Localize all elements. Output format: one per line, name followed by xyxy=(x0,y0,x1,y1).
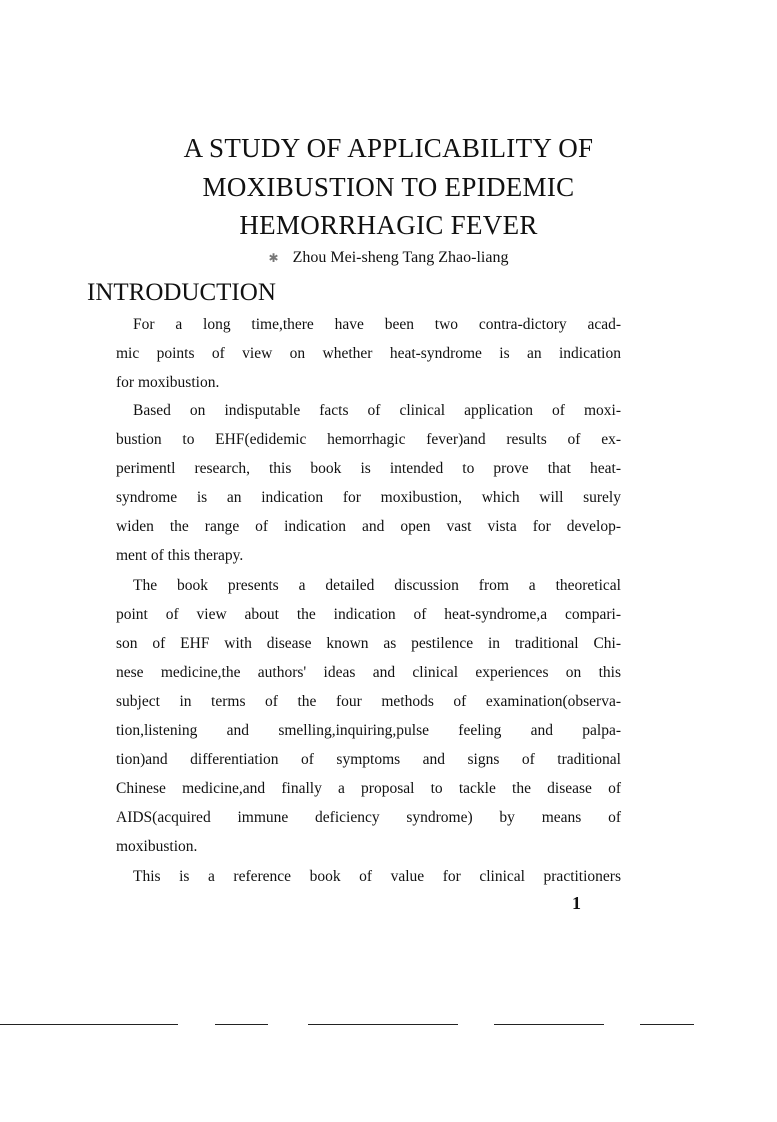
paragraph-line: Chinese medicine,and finally a proposal to tackle the disease of xyxy=(116,780,621,797)
divider xyxy=(215,1024,268,1025)
paragraph-line: Based on indisputable facts of clinical application of moxi- xyxy=(133,402,621,419)
divider xyxy=(308,1024,458,1025)
paragraph-line: subject in terms of the four methods of examination(observa- xyxy=(116,693,621,710)
paragraph-line: AIDS(acquired immune deficiency syndrome) by means of xyxy=(116,809,621,826)
scan-mark-icon: ✱ xyxy=(268,251,279,265)
divider xyxy=(494,1024,604,1025)
divider xyxy=(640,1024,694,1025)
paragraph-line: perimentl research, this book is intended to prove that heat- xyxy=(116,460,621,477)
title-line-1: A STUDY OF APPLICABILITY OF xyxy=(183,133,594,163)
paragraph-line: son of EHF with disease known as pestilence in traditional Chi- xyxy=(116,635,621,652)
paragraph-line: syndrome is an indication for moxibustion, which will surely xyxy=(116,489,621,506)
page-number: 1 xyxy=(572,893,581,913)
paragraph-line: mic points of view on whether heat-syndrome is an indication xyxy=(116,345,621,362)
paragraph-line: for moxibustion. xyxy=(116,374,220,391)
paragraph-line: tion,listening and smelling,inquiring,pulse feeling and palpa- xyxy=(116,722,621,739)
section-heading: INTRODUCTION xyxy=(87,279,276,306)
title-line-2: MOXIBUSTION TO EPIDEMIC xyxy=(202,172,575,202)
paragraph-line: tion)and differentiation of symptoms and signs of traditional xyxy=(116,751,621,768)
divider xyxy=(0,1024,178,1025)
paragraph-line: The book presents a detailed discussion from a theoretical xyxy=(133,577,621,594)
authors: Zhou Mei-sheng Tang Zhao-liang xyxy=(292,249,509,266)
paragraph-line: bustion to EHF(edidemic hemorrhagic fever)and results of ex- xyxy=(116,431,621,448)
paragraph-line: widen the range of indication and open vast vista for develop- xyxy=(116,518,621,535)
paragraph-line: ment of this therapy. xyxy=(116,547,244,564)
paragraph-line: For a long time,there have been two contra-dictory acad- xyxy=(133,316,621,333)
title-line-3: HEMORRHAGIC FEVER xyxy=(239,210,538,240)
paragraph-line: nese medicine,the authors' ideas and clinical experiences on this xyxy=(116,664,621,681)
paragraph-line: moxibustion. xyxy=(116,838,198,855)
paragraph-line: This is a reference book of value for clinical practitioners xyxy=(133,868,621,885)
author-line xyxy=(0,248,777,268)
paragraph-line: point of view about the indication of heat-syndrome,a compari- xyxy=(116,606,621,623)
